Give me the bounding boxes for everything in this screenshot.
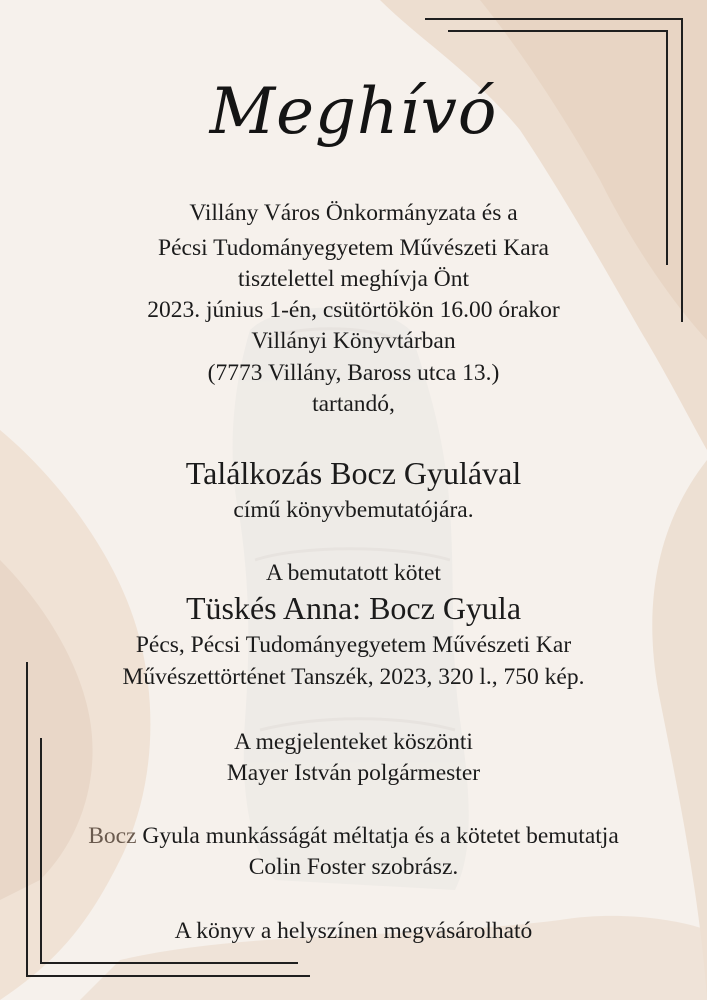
presenter-line-1 bbox=[0, 821, 707, 851]
presenter-rest: Gyula munkásságát méltatja és a kötetet bemutatja bbox=[136, 823, 619, 849]
book-intro: A bemutatott kötet bbox=[266, 560, 441, 586]
intro-line-2: Pécsi Tudományegyetem Művészeti Kara bbox=[158, 235, 549, 261]
event-subtitle: című könyvbemutatójára. bbox=[233, 497, 474, 523]
greeting-line-2: Mayer István polgármester bbox=[226, 760, 481, 786]
event-title: Találkozás Bocz Gyulával bbox=[185, 455, 522, 491]
closing-line: A könyv a helyszínen megvásárolható bbox=[174, 918, 533, 944]
intro-line-address: (7773 Villány, Baross utca 13.) bbox=[207, 360, 500, 386]
book-details-line-2: Művészettörténet Tanszék, 2023, 320 l., 750 kép. bbox=[122, 664, 585, 690]
intro-line-venue: Villányi Könyvtárban bbox=[251, 328, 456, 354]
book-title: Tüskés Anna: Bocz Gyula bbox=[185, 590, 522, 626]
intro-line-date: 2023. június 1-én, csütörtökön 16.00 órakor bbox=[147, 297, 560, 323]
intro-line-3: tisztelettel meghívja Önt bbox=[237, 266, 470, 292]
invitation-title: Meghívó bbox=[209, 75, 498, 149]
greeting-line-1: A megjelenteket köszönti bbox=[234, 729, 473, 755]
intro-line-held: tartandó, bbox=[312, 391, 395, 417]
presenter-line-2: Colin Foster szobrász. bbox=[248, 854, 459, 880]
intro-line-1: Villány Város Önkormányzata és a bbox=[189, 200, 518, 226]
presenter-prefix: Bocz bbox=[88, 823, 137, 849]
book-details-line-1: Pécs, Pécsi Tudományegyetem Művészeti Kar bbox=[135, 632, 572, 658]
